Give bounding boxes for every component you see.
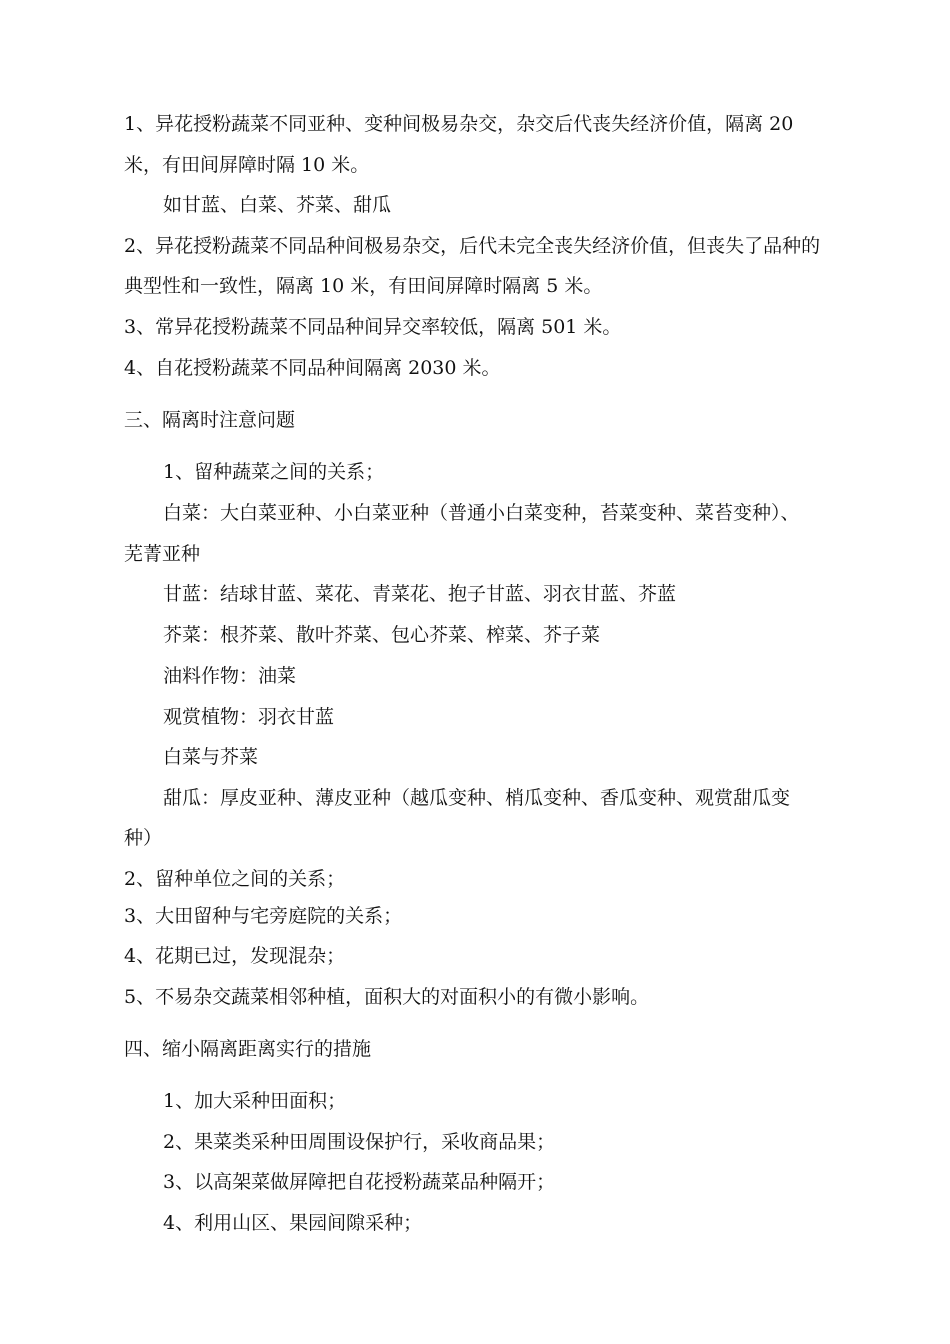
paragraph-examples: 如甘蓝、白菜、芥菜、甜瓜 <box>163 194 392 216</box>
section-4-item-3: 3、以高架菜做屏障把自花授粉蔬菜品种隔开； <box>163 1171 556 1193</box>
youliao-line: 油料作物：油菜 <box>163 665 297 687</box>
ganlan-line: 甘蓝：结球甘蓝、菜花、青菜花、抱子甘蓝、羽衣甘蓝、芥蓝 <box>163 583 677 605</box>
guanshang-line: 观赏植物：羽衣甘蓝 <box>163 706 335 728</box>
section-4-heading: 四、缩小隔离距离实行的措施 <box>124 1038 372 1060</box>
paragraph-1-line-2: 米，有田间屏障时隔 10 米。 <box>124 154 370 176</box>
baicai-line-1: 白菜：大白菜亚种、小白菜亚种（普通小白菜变种，苔菜变种、菜苔变种）、 <box>163 502 800 524</box>
paragraph-1-line-1: 1、异花授粉蔬菜不同亚种、变种间极易杂交，杂交后代丧失经济价值，隔离 20 <box>124 113 794 135</box>
section-3-sub-1: 1、留种蔬菜之间的关系； <box>163 461 385 483</box>
section-3-item-2: 2、留种单位之间的关系； <box>124 868 346 890</box>
section-3-item-5: 5、不易杂交蔬菜相邻种植，面积大的对面积小的有微小影响。 <box>124 986 650 1008</box>
section-3-item-3: 3、大田留种与宅旁庭院的关系； <box>124 905 403 927</box>
tiangua-line-1: 甜瓜：厚皮亚种、薄皮亚种（越瓜变种、梢瓜变种、香瓜变种、观赏甜瓜变 <box>163 787 791 809</box>
paragraph-2-line-1: 2、异花授粉蔬菜不同品种间极易杂交，后代未完全丧失经济价值，但丧失了品种的 <box>124 235 821 257</box>
paragraph-3: 3、常异花授粉蔬菜不同品种间异交率较低，隔离 501 米。 <box>124 316 622 338</box>
baicai-line-2: 芜菁亚种 <box>124 543 201 565</box>
section-4-item-1: 1、加大采种田面积； <box>163 1090 347 1112</box>
paragraph-4: 4、自花授粉蔬菜不同品种间隔离 2030 米。 <box>124 357 501 379</box>
tiangua-line-2: 种） <box>124 827 163 849</box>
section-3-item-4: 4、花期已过，发现混杂； <box>124 945 346 967</box>
jiecai-line: 芥菜：根芥菜、散叶芥菜、包心芥菜、榨菜、芥子菜 <box>163 624 601 646</box>
section-3-heading: 三、隔离时注意问题 <box>124 409 296 431</box>
paragraph-2-line-2: 典型性和一致性，隔离 10 米，有田间屏障时隔离 5 米。 <box>124 275 603 297</box>
section-4-item-2: 2、果菜类采种田周围设保护行，采收商品果； <box>163 1131 556 1153</box>
section-4-item-4: 4、利用山区、果园间隙采种； <box>163 1212 423 1234</box>
baicai-jiecai-line: 白菜与芥菜 <box>163 746 259 768</box>
